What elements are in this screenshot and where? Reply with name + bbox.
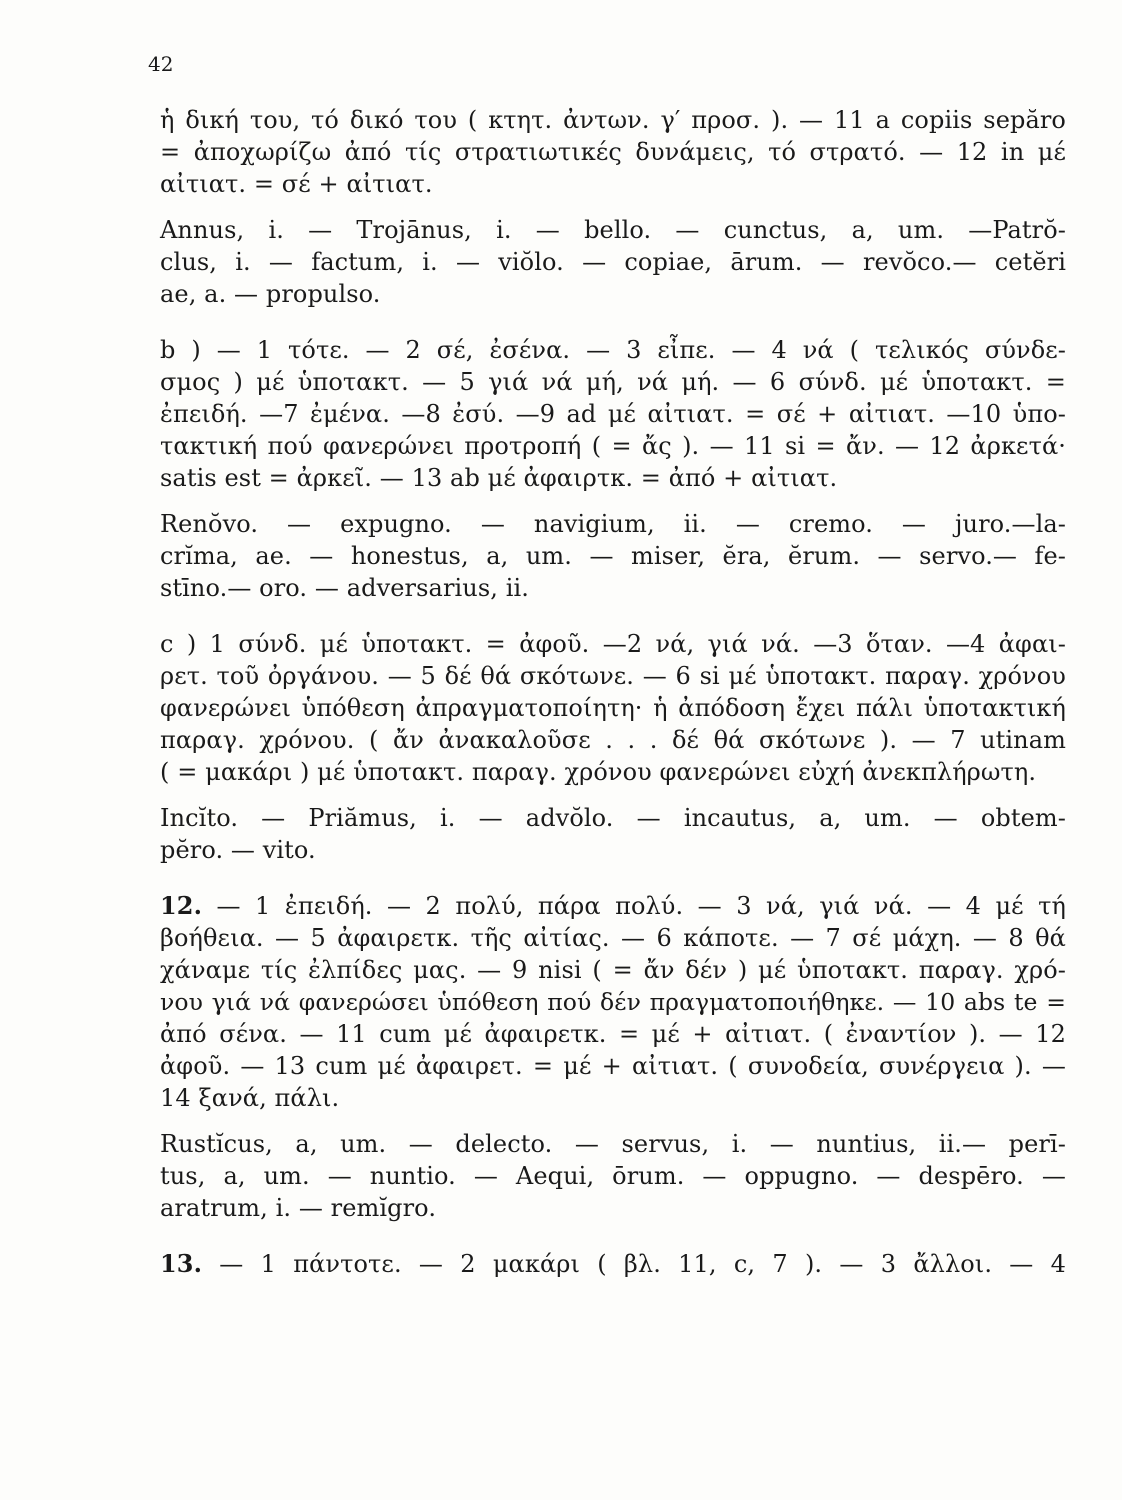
text-line: clus, i. — factum, i. — viŏlo. — copiae, ārum. — revŏco.— cetĕri <box>160 248 1066 276</box>
text-line: 13. — 1 πάντοτε. — 2 μακάρι ( βλ. 11, c, 7 ). — 3 ἄλλοι. — 4 <box>160 1249 1066 1278</box>
section-number: 13. <box>160 1249 203 1278</box>
paragraph-11c <box>160 628 1066 788</box>
text-line: παραγ. χρόνου. ( ἄν ἀνακαλοῦσε . . . δέ θά σκότωνε ). — 7 utinam <box>160 726 1066 754</box>
page-body <box>160 104 1066 1280</box>
text-line: Annus, i. — Trojānus, i. — bello. — cunctus, a, um. —Patrŏ- <box>160 216 1066 244</box>
text-line: ( = μακάρι ) μέ ὑποτακτ. παραγ. χρόνου φανερώνει εὐχή ἀνεκπλήρωτη. <box>160 758 1037 786</box>
text-line: ae, a. — propulso. <box>160 280 381 308</box>
text-line: aratrum, i. — remĭgro. <box>160 1194 437 1222</box>
text-line: crĭma, ae. — honestus, a, um. — miser, ĕra, ĕrum. — servo.— fe- <box>160 542 1066 570</box>
text-line: 12. — 1 ἐπειδή. — 2 πολύ, πάρα πολύ. — 3 νά, γιά νά. — 4 μέ τή <box>160 891 1066 920</box>
text-line: χάναμε τίς ἐλπίδες μας. — 9 nisi ( = ἄν δέν ) μέ ὑποτακτ. παραγ. χρό- <box>160 956 1066 984</box>
text-line: b ) — 1 τότε. — 2 σέ, ἐσένα. — 3 εἶπε. — 4 νά ( τελικός σύνδε- <box>160 336 1066 364</box>
text-line: Renŏvo. — expugno. — navigium, ii. — cremo. — juro.—la- <box>160 510 1066 538</box>
text-line: φανερώνει ὑπόθεση ἀπραγματοποίητη· ἡ ἀπόδοση ἔχει πάλι ὑποτακτική <box>160 694 1066 722</box>
text-line: satis est = ἀρκεῖ. — 13 ab μέ ἀφαιρτκ. = ἀπό + αἰτιατ. <box>160 464 838 492</box>
vocabulary-11b <box>160 508 1066 604</box>
section-number: 12. <box>160 891 203 920</box>
paragraph-11b <box>160 334 1066 494</box>
text-line: ἡ δική του, τό δικό του ( κτητ. ἀντων. γ′ προσ. ). — 11 a copiis sepăro <box>160 106 1066 134</box>
text-line: Incĭto. — Priămus, i. — advŏlo. — incautus, a, um. — obtem- <box>160 804 1066 832</box>
text-line: 14 ξανά, πάλι. <box>160 1084 340 1112</box>
text-line: stīno.— oro. — adversarius, ii. <box>160 574 530 602</box>
text-line: Rustĭcus, a, um. — delecto. — servus, i. — nuntius, ii.— perī- <box>160 1130 1066 1158</box>
text-line: ρετ. τοῦ ὀργάνου. — 5 δέ θά σκότωνε. — 6 si μέ ὑποτακτ. παραγ. χρόνου <box>160 662 1066 690</box>
text-line: σμος ) μέ ὑποτακτ. — 5 γιά νά μή, νά μή. — 6 σύνδ. μέ ὑποτακτ. = <box>160 368 1066 396</box>
text-line: ἀπό σένα. — 11 cum μέ ἀφαιρετκ. = μέ + αἰτιατ. ( ἐναντίον ). — 12 <box>160 1020 1066 1048</box>
text-line: pĕro. — vito. <box>160 836 316 864</box>
text-line: τακτική πού φανερώνει προτροπή ( = ἄς ). — 11 si = ἄν. — 12 ἀρκετά· <box>160 432 1066 460</box>
text-line: ἀφοῦ. — 13 cum μέ ἀφαιρετ. = μέ + αἰτιατ. ( συνοδεία, συνέργεια ). — <box>160 1052 1066 1080</box>
paragraph-11a-end <box>160 104 1066 200</box>
vocabulary-12 <box>160 1128 1066 1224</box>
vocabulary-11a <box>160 214 1066 310</box>
text-line: βοήθεια. — 5 ἀφαιρετκ. τῆς αἰτίας. — 6 κάποτε. — 7 σέ μάχη. — 8 θά <box>160 924 1066 952</box>
page-number: 42 <box>148 52 174 76</box>
text-line: αἰτιατ. = σέ + αἰτιατ. <box>160 170 433 198</box>
paragraph-13 <box>160 1248 1066 1280</box>
text-line: νου γιά νά φανερώσει ὑπόθεση πού δέν πραγματοποιήθηκε. — 10 abs te = <box>160 988 1066 1016</box>
text-line: tus, a, um. — nuntio. — Aequi, ōrum. — oppugno. — despēro. — <box>160 1162 1066 1190</box>
text-line: ἐπειδή. —7 ἐμένα. —8 ἐσύ. —9 ad μέ αἰτιατ. = σέ + αἰτιατ. —10 ὑπο- <box>160 400 1066 428</box>
text-line: c ) 1 σύνδ. μέ ὑποτακτ. = ἀφοῦ. —2 νά, γιά νά. —3 ὅταν. —4 ἀφαι- <box>160 630 1066 658</box>
vocabulary-11c <box>160 802 1066 866</box>
paragraph-12 <box>160 890 1066 1114</box>
text-line: = ἀποχωρίζω ἀπό τίς στρατιωτικές δυνάμεις, τό στρατό. — 12 in μέ <box>160 138 1066 166</box>
